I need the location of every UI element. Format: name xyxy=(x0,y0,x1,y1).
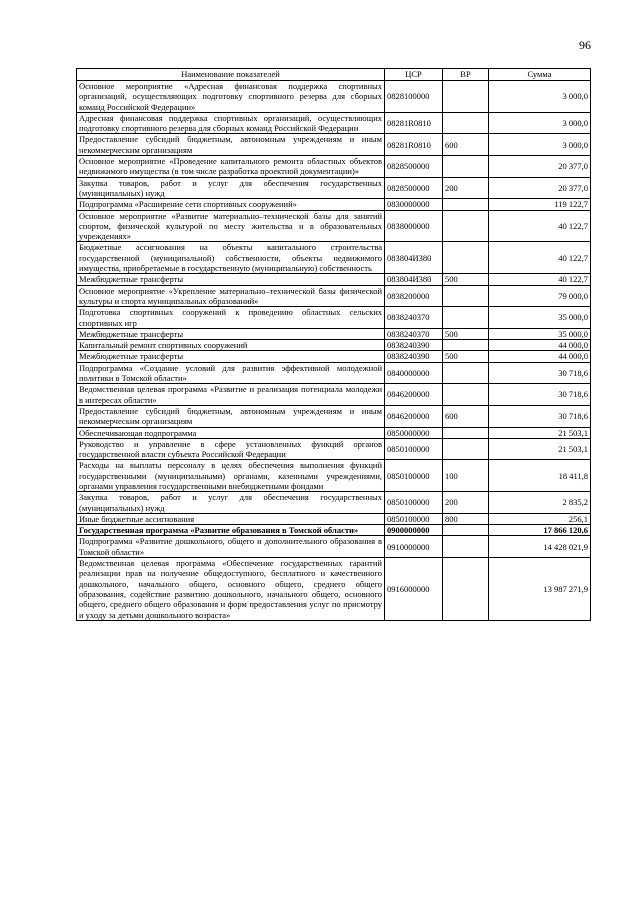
cell-vr: 500 xyxy=(443,351,489,362)
column-header-csr: ЦСР xyxy=(385,69,443,81)
cell-vr: 200 xyxy=(443,492,489,514)
cell-sum: 119 122,7 xyxy=(489,199,591,210)
cell-sum: 44 000,0 xyxy=(489,351,591,362)
table-row xyxy=(77,405,591,427)
cell-sum: 17 866 120,6 xyxy=(489,525,591,536)
cell-vr xyxy=(443,112,489,134)
table-row xyxy=(77,242,591,274)
cell-csr: 0900000000 xyxy=(385,525,443,536)
cell-name: Закупка товаров, работ и услуг для обеспечения государственных (муниципальных) нужд xyxy=(77,492,385,514)
cell-name: Капитальный ремонт спортивных сооружений xyxy=(77,340,385,351)
cell-name: Основное мероприятие «Адресная финансовая поддержка спортивных организаций, осуществляющих подготовку спортивного резерва для сборных команд Российской Федерации» xyxy=(77,81,385,113)
cell-csr: 0916000000 xyxy=(385,558,443,621)
table-row xyxy=(77,285,591,307)
cell-name: Руководство и управление в сфере установленных функций органов государственной власти субъекта Российской Федерации xyxy=(77,438,385,460)
cell-csr: 083804И380 xyxy=(385,242,443,274)
cell-vr xyxy=(443,558,489,621)
cell-sum: 79 000,0 xyxy=(489,285,591,307)
cell-vr xyxy=(443,536,489,558)
cell-csr: 0850100000 xyxy=(385,492,443,514)
cell-vr xyxy=(443,525,489,536)
cell-sum: 18 411,8 xyxy=(489,460,591,492)
cell-vr: 800 xyxy=(443,513,489,524)
page-number: 96 xyxy=(579,38,591,52)
cell-name: Межбюджетные трансферты xyxy=(77,351,385,362)
cell-vr xyxy=(443,438,489,460)
cell-name: Предоставление субсидий бюджетным, автономным учреждениям и иным некоммерческим организациям xyxy=(77,405,385,427)
table-row xyxy=(77,362,591,384)
cell-csr: 0838240390 xyxy=(385,351,443,362)
cell-csr: 0850100000 xyxy=(385,438,443,460)
table-header-row xyxy=(77,69,591,81)
cell-name: Обеспечивающая подпрограмма xyxy=(77,427,385,438)
table-row xyxy=(77,134,591,156)
cell-sum: 20 377,0 xyxy=(489,156,591,178)
table-row xyxy=(77,492,591,514)
cell-vr: 500 xyxy=(443,328,489,339)
cell-sum: 21 503,1 xyxy=(489,427,591,438)
cell-sum: 3 000,0 xyxy=(489,81,591,113)
table-row xyxy=(77,156,591,178)
cell-sum: 40 122,7 xyxy=(489,274,591,285)
column-header-sum: Сумма xyxy=(489,69,591,81)
cell-csr: 0828500000 xyxy=(385,156,443,178)
cell-name: Основное мероприятие «Развитие материально–технической базы для занятий спортом, физической культурой по месту жительства и в образовательных учреждениях» xyxy=(77,210,385,242)
cell-csr: 0828500000 xyxy=(385,177,443,199)
cell-name: Межбюджетные трансферты xyxy=(77,328,385,339)
cell-csr: 0846200000 xyxy=(385,405,443,427)
cell-csr: 0838000000 xyxy=(385,210,443,242)
cell-name: Основное мероприятие «Укрепление материально–технической базы физической культуры и спорта муниципальных образований» xyxy=(77,285,385,307)
cell-vr xyxy=(443,340,489,351)
cell-csr: 0840000000 xyxy=(385,362,443,384)
cell-name: Подпрограмма «Создание условий для развития эффективной молодежной политики в Томской области» xyxy=(77,362,385,384)
budget-table xyxy=(76,68,591,621)
cell-csr: 0850000000 xyxy=(385,427,443,438)
cell-vr xyxy=(443,285,489,307)
cell-name: Межбюджетные трансферты xyxy=(77,274,385,285)
table-row xyxy=(77,307,591,329)
cell-name: Закупка товаров, работ и услуг для обеспечения государственных (муниципальных) нужд xyxy=(77,177,385,199)
table-row xyxy=(77,274,591,285)
cell-sum: 2 835,2 xyxy=(489,492,591,514)
cell-csr: 083804И380 xyxy=(385,274,443,285)
cell-sum: 35 000,0 xyxy=(489,307,591,329)
cell-vr: 200 xyxy=(443,177,489,199)
column-header-vr: ВР xyxy=(443,69,489,81)
table-row xyxy=(77,384,591,406)
table-row xyxy=(77,340,591,351)
cell-sum: 13 987 271,9 xyxy=(489,558,591,621)
cell-sum: 3 000,0 xyxy=(489,112,591,134)
table-row xyxy=(77,513,591,524)
table-row xyxy=(77,112,591,134)
cell-sum: 35 000,0 xyxy=(489,328,591,339)
cell-name: Адресная финансовая поддержка спортивных организаций, осуществляющих подготовку спортивного резерва для сборных команд Российской Федерации xyxy=(77,112,385,134)
cell-csr: 0838240390 xyxy=(385,340,443,351)
cell-csr: 0846200000 xyxy=(385,384,443,406)
table-row xyxy=(77,536,591,558)
cell-sum: 30 718,6 xyxy=(489,362,591,384)
cell-sum: 3 000,0 xyxy=(489,134,591,156)
table-body xyxy=(77,81,591,621)
cell-sum: 256,1 xyxy=(489,513,591,524)
cell-csr: 0910000000 xyxy=(385,536,443,558)
cell-sum: 30 718,6 xyxy=(489,384,591,406)
cell-name: Иные бюджетные ассигнования xyxy=(77,513,385,524)
cell-sum: 40 122,7 xyxy=(489,210,591,242)
table-row xyxy=(77,427,591,438)
cell-sum: 21 503,1 xyxy=(489,438,591,460)
table-row xyxy=(77,81,591,113)
cell-vr: 500 xyxy=(443,274,489,285)
cell-vr: 100 xyxy=(443,460,489,492)
cell-csr: 0830000000 xyxy=(385,199,443,210)
cell-vr xyxy=(443,242,489,274)
cell-csr: 08281R0810 xyxy=(385,112,443,134)
table-row xyxy=(77,351,591,362)
cell-csr: 0838240370 xyxy=(385,328,443,339)
table-row xyxy=(77,525,591,536)
cell-csr: 0850100000 xyxy=(385,460,443,492)
cell-sum: 30 718,6 xyxy=(489,405,591,427)
cell-csr: 0838200000 xyxy=(385,285,443,307)
table-row xyxy=(77,558,591,621)
column-header-name: Наименование показателей xyxy=(77,69,385,81)
cell-name: Ведомственная целевая программа «Развитие и реализация потенциала молодежи в интересах области» xyxy=(77,384,385,406)
cell-name: Подпрограмма «Расширение сети спортивных сооружений» xyxy=(77,199,385,210)
cell-vr: 600 xyxy=(443,134,489,156)
cell-sum: 40 122,7 xyxy=(489,242,591,274)
cell-csr: 08281R0810 xyxy=(385,134,443,156)
cell-sum: 44 000,0 xyxy=(489,340,591,351)
cell-vr xyxy=(443,81,489,113)
cell-csr: 0850100000 xyxy=(385,513,443,524)
table-row xyxy=(77,328,591,339)
cell-sum: 14 428 021,9 xyxy=(489,536,591,558)
cell-csr: 0828100000 xyxy=(385,81,443,113)
cell-name: Подпрограмма «Развитие дошкольного, общего и дополнительного образования в Томской области» xyxy=(77,536,385,558)
table-row xyxy=(77,438,591,460)
cell-vr xyxy=(443,362,489,384)
cell-vr: 600 xyxy=(443,405,489,427)
cell-name: Ведомственная целевая программа «Обеспечение государственных гарантий реализации прав на получение общедоступного, бесплатного и качественного дошкольного, начального общего, основного общего, среднего общего образования, содействие развитию дошкольного, начального общего, основного общего, среднего общего образования и форм предоставления услуг по присмотру и уходу за детьми дошкольного возраста» xyxy=(77,558,385,621)
cell-sum: 20 377,0 xyxy=(489,177,591,199)
cell-csr: 0838240370 xyxy=(385,307,443,329)
table-row xyxy=(77,460,591,492)
table-row xyxy=(77,210,591,242)
cell-vr xyxy=(443,210,489,242)
cell-name: Подготовка спортивных сооружений к проведению областных сельских спортивных игр xyxy=(77,307,385,329)
cell-name: Бюджетные ассигнования на объекты капитального строительства государственной (муниципальной) собственности, объекты недвижимого имущества, приобретаемые в государственную (муниципальную) собственность xyxy=(77,242,385,274)
cell-vr xyxy=(443,427,489,438)
cell-name: Государственная программа «Развитие образования в Томской области» xyxy=(77,525,385,536)
cell-vr xyxy=(443,199,489,210)
cell-name: Расходы на выплаты персоналу в целях обеспечения выполнения функций государственными (муниципальными) органами, казенными учреждениями, органами управления государственными внебюджетными фондами xyxy=(77,460,385,492)
table-row xyxy=(77,177,591,199)
cell-vr xyxy=(443,384,489,406)
cell-vr xyxy=(443,156,489,178)
cell-name: Предоставление субсидий бюджетным, автономным учреждениям и иным некоммерческим организациям xyxy=(77,134,385,156)
table-row xyxy=(77,199,591,210)
cell-vr xyxy=(443,307,489,329)
cell-name: Основное мероприятие «Проведение капитального ремонта областных объектов недвижимого имущества (в том числе разработка проектной документации)» xyxy=(77,156,385,178)
